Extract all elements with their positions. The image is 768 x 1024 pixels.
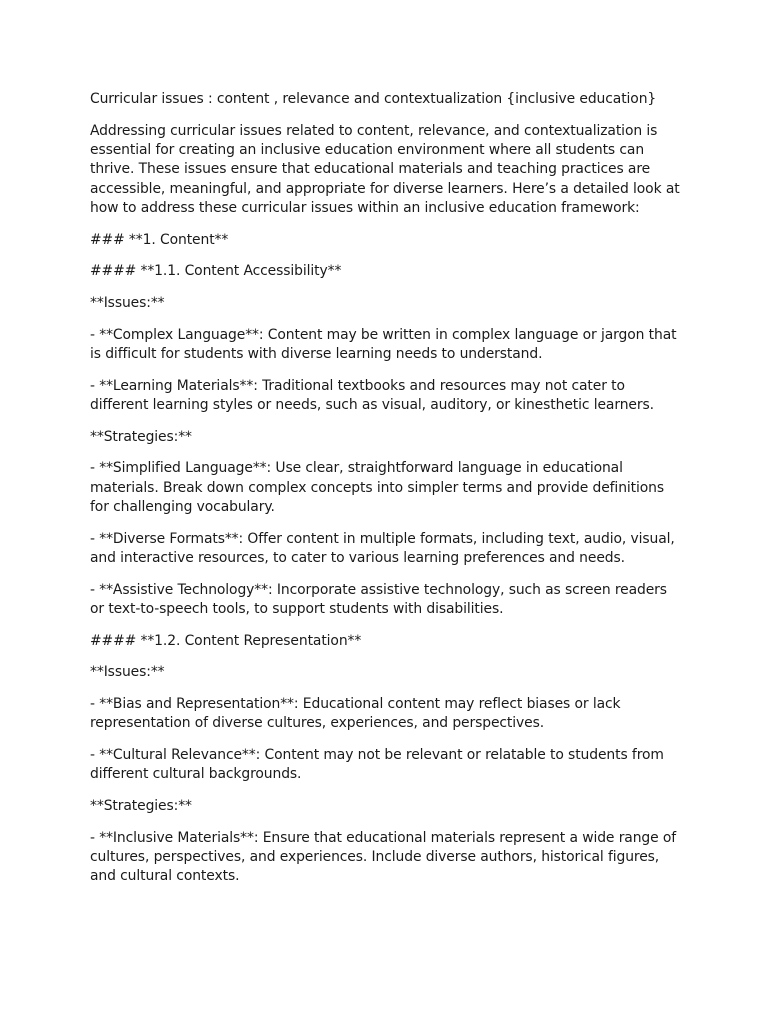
- intro-paragraph: Addressing curricular issues related to content, relevance, and contextualization is essential for creating an inclusive education environment where all students can thrive. These issues ensure that educational materials and teaching practices are accessible, meaningful, and appropriate for diverse learners. Here’s a detailed look at how to address these curricular issues within an inclusive education framework:: [90, 122, 680, 216]
- document-page: [90, 90, 680, 899]
- heading-content-representation: #### **1.2. Content Representation**: [90, 632, 362, 649]
- list-item: - **Simplified Language**: Use clear, straightforward language in educational materials. Break down complex concepts into simpler terms and provide definitions for challenging vocabulary.: [90, 460, 665, 515]
- label-strategies: **Strategies:**: [90, 797, 192, 814]
- label-strategies: **Strategies:**: [90, 428, 192, 445]
- list-item: - **Inclusive Materials**: Ensure that educational materials represent a wide range of cultures, perspectives, and experiences. Include diverse authors, historical figures, and cultural contexts.: [90, 829, 677, 885]
- list-item: - **Assistive Technology**: Incorporate assistive technology, such as screen readers or text-to-speech tools, to support students with disabilities.: [90, 581, 667, 617]
- list-item: - **Bias and Representation**: Educational content may reflect biases or lack representation of diverse cultures, experiences, and perspectives.: [90, 695, 621, 732]
- list-item: - **Diverse Formats**: Offer content in multiple formats, including text, audio, visual, and interactive resources, to cater to various learning preferences and needs.: [90, 530, 675, 566]
- heading-content: ### **1. Content**: [90, 231, 229, 248]
- heading-content-accessibility: #### **1.1. Content Accessibility**: [90, 263, 342, 280]
- label-issues: **Issues:**: [90, 294, 165, 311]
- label-issues: **Issues:**: [90, 664, 165, 681]
- list-item: - **Complex Language**: Content may be written in complex language or jargon that is difficult for students with diverse learning needs to understand.: [90, 326, 677, 362]
- list-item: - **Cultural Relevance**: Content may not be relevant or relatable to students from different cultural backgrounds.: [90, 746, 664, 783]
- list-item: - **Learning Materials**: Traditional textbooks and resources may not cater to different learning styles or needs, such as visual, auditory, or kinesthetic learners.: [90, 377, 654, 413]
- document-title: Curricular issues : content , relevance and contextualization {inclusive education}: [90, 91, 657, 107]
